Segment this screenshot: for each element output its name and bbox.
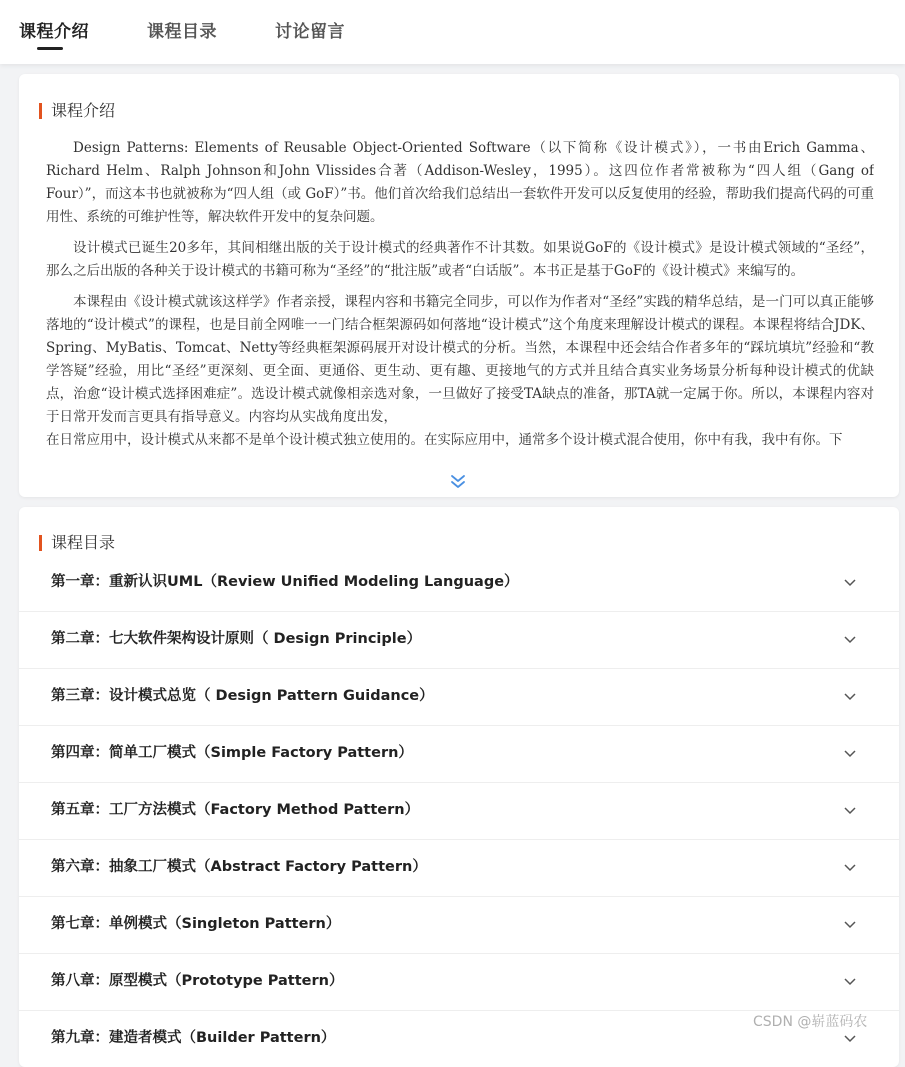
double-chevron-down-icon[interactable] (449, 473, 467, 491)
chapter-title: 第八章：原型模式（Prototype Pattern） (51, 973, 344, 989)
watermark: CSDN @崭蓝码农 (753, 1014, 868, 1030)
chapter-title: 第六章：抽象工厂模式（Abstract Factory Pattern） (51, 859, 427, 875)
chapter-title: 第二章：七大软件架构设计原则（ Design Principle） (51, 631, 422, 647)
chapter-item[interactable] (19, 555, 899, 612)
intro-heading: 课程介绍 (51, 101, 116, 120)
chapter-title: 第四章：简单工厂模式（Simple Factory Pattern） (51, 745, 413, 761)
chapter-title: 第九章：建造者模式（Builder Pattern） (51, 1030, 336, 1046)
chapter-item[interactable] (19, 897, 899, 954)
chapter-item[interactable] (19, 783, 899, 840)
chapter-title: 第一章：重新认识UML（Review Unified Modeling Language） (51, 574, 519, 590)
intro-paragraph: 在日常应用中，设计模式从来都不是单个设计模式独立使用的。在实际应用中，通常多个设计模式混合使用，你中有我，我中有你。下 (46, 432, 843, 448)
course-catalog-card (19, 507, 899, 1067)
tab-discussion[interactable]: 讨论留言 (275, 22, 345, 42)
chapter-item[interactable] (19, 726, 899, 783)
intro-paragraph: 设计模式已诞生20多年，其间相继出版的关于设计模式的经典著作不计其数。如果说GoF的《设计模式》是设计模式领域的“圣经”，那么之后出版的各种关于设计模式的书籍可称为“圣经”的“批注版”或者“白话版”。本书正是基于GoF的《设计模式》来编写的。 (46, 240, 874, 279)
course-intro-card (19, 74, 899, 497)
chevron-down-icon[interactable] (842, 631, 858, 647)
chevron-down-icon[interactable] (842, 802, 858, 818)
tab-course-catalog[interactable]: 课程目录 (147, 22, 217, 42)
chapter-item[interactable] (19, 840, 899, 897)
chapter-item[interactable] (19, 954, 899, 1011)
catalog-heading: 课程目录 (51, 533, 116, 552)
chevron-down-icon[interactable] (842, 745, 858, 761)
tab-course-intro[interactable]: 课程介绍 (19, 22, 89, 42)
intro-paragraph: Design Patterns: Elements of Reusable Object-Oriented Software（以下简称《设计模式》），一书由Erich Gamma、Richard Helm、Ralph Johnson和John Vlissides合著（Addison-Wesley，1995）。这四位作者常被称为“四人组（Gang of Four）”，而这本书也就被称为“四人组（或 GoF）”书。他们首次给我们总结出一套软件开发可以反复使用的经验，帮助我们提高代码的可重用性、系统的可维护性等，解决软件开发中的复杂问题。 (46, 140, 874, 225)
chapter-item[interactable] (19, 669, 899, 726)
chapter-title: 第三章：设计模式总览（ Design Pattern Guidance） (51, 688, 434, 704)
tab-bar (0, 0, 905, 64)
section-accent-bar (39, 103, 42, 119)
chevron-down-icon[interactable] (842, 574, 858, 590)
chapter-title: 第五章：工厂方法模式（Factory Method Pattern） (51, 802, 420, 818)
chevron-down-icon[interactable] (842, 973, 858, 989)
section-accent-bar (39, 535, 42, 551)
active-tab-indicator (37, 47, 63, 50)
chapter-title: 第七章：单例模式（Singleton Pattern） (51, 916, 341, 932)
chevron-down-icon[interactable] (842, 859, 858, 875)
intro-text (46, 137, 874, 469)
chevron-down-icon[interactable] (842, 916, 858, 932)
chapter-item[interactable] (19, 612, 899, 669)
chevron-down-icon[interactable] (842, 688, 858, 704)
chevron-down-icon[interactable] (842, 1030, 858, 1046)
intro-paragraph: 本课程由《设计模式就该这样学》作者亲授，课程内容和书籍完全同步，可以作为作者对“圣经”实践的精华总结，是一门可以真正能够落地的“设计模式”的课程，也是目前全网唯一一门结合框架源码如何落地“设计模式”这个角度来理解设计模式的课程。本课程将结合JDK、Spring、MyBatis、Tomcat、Netty等经典框架源码展开对设计模式的分析。当然，本课程中还会结合作者多年的“踩坑填坑”经验和“教学答疑”经验，用比“圣经”更深刻、更全面、更通俗、更生动、更有趣、更接地气的方式并且结合真实业务场景分析每种设计模式的优缺点，治愈“设计模式选择困难症”。选设计模式就像相亲选对象，一旦做好了接受TA缺点的准备，那TA就一定属于你。所以，本课程内容对于日常开发而言更具有指导意义。内容均从实战角度出发， (46, 294, 874, 425)
